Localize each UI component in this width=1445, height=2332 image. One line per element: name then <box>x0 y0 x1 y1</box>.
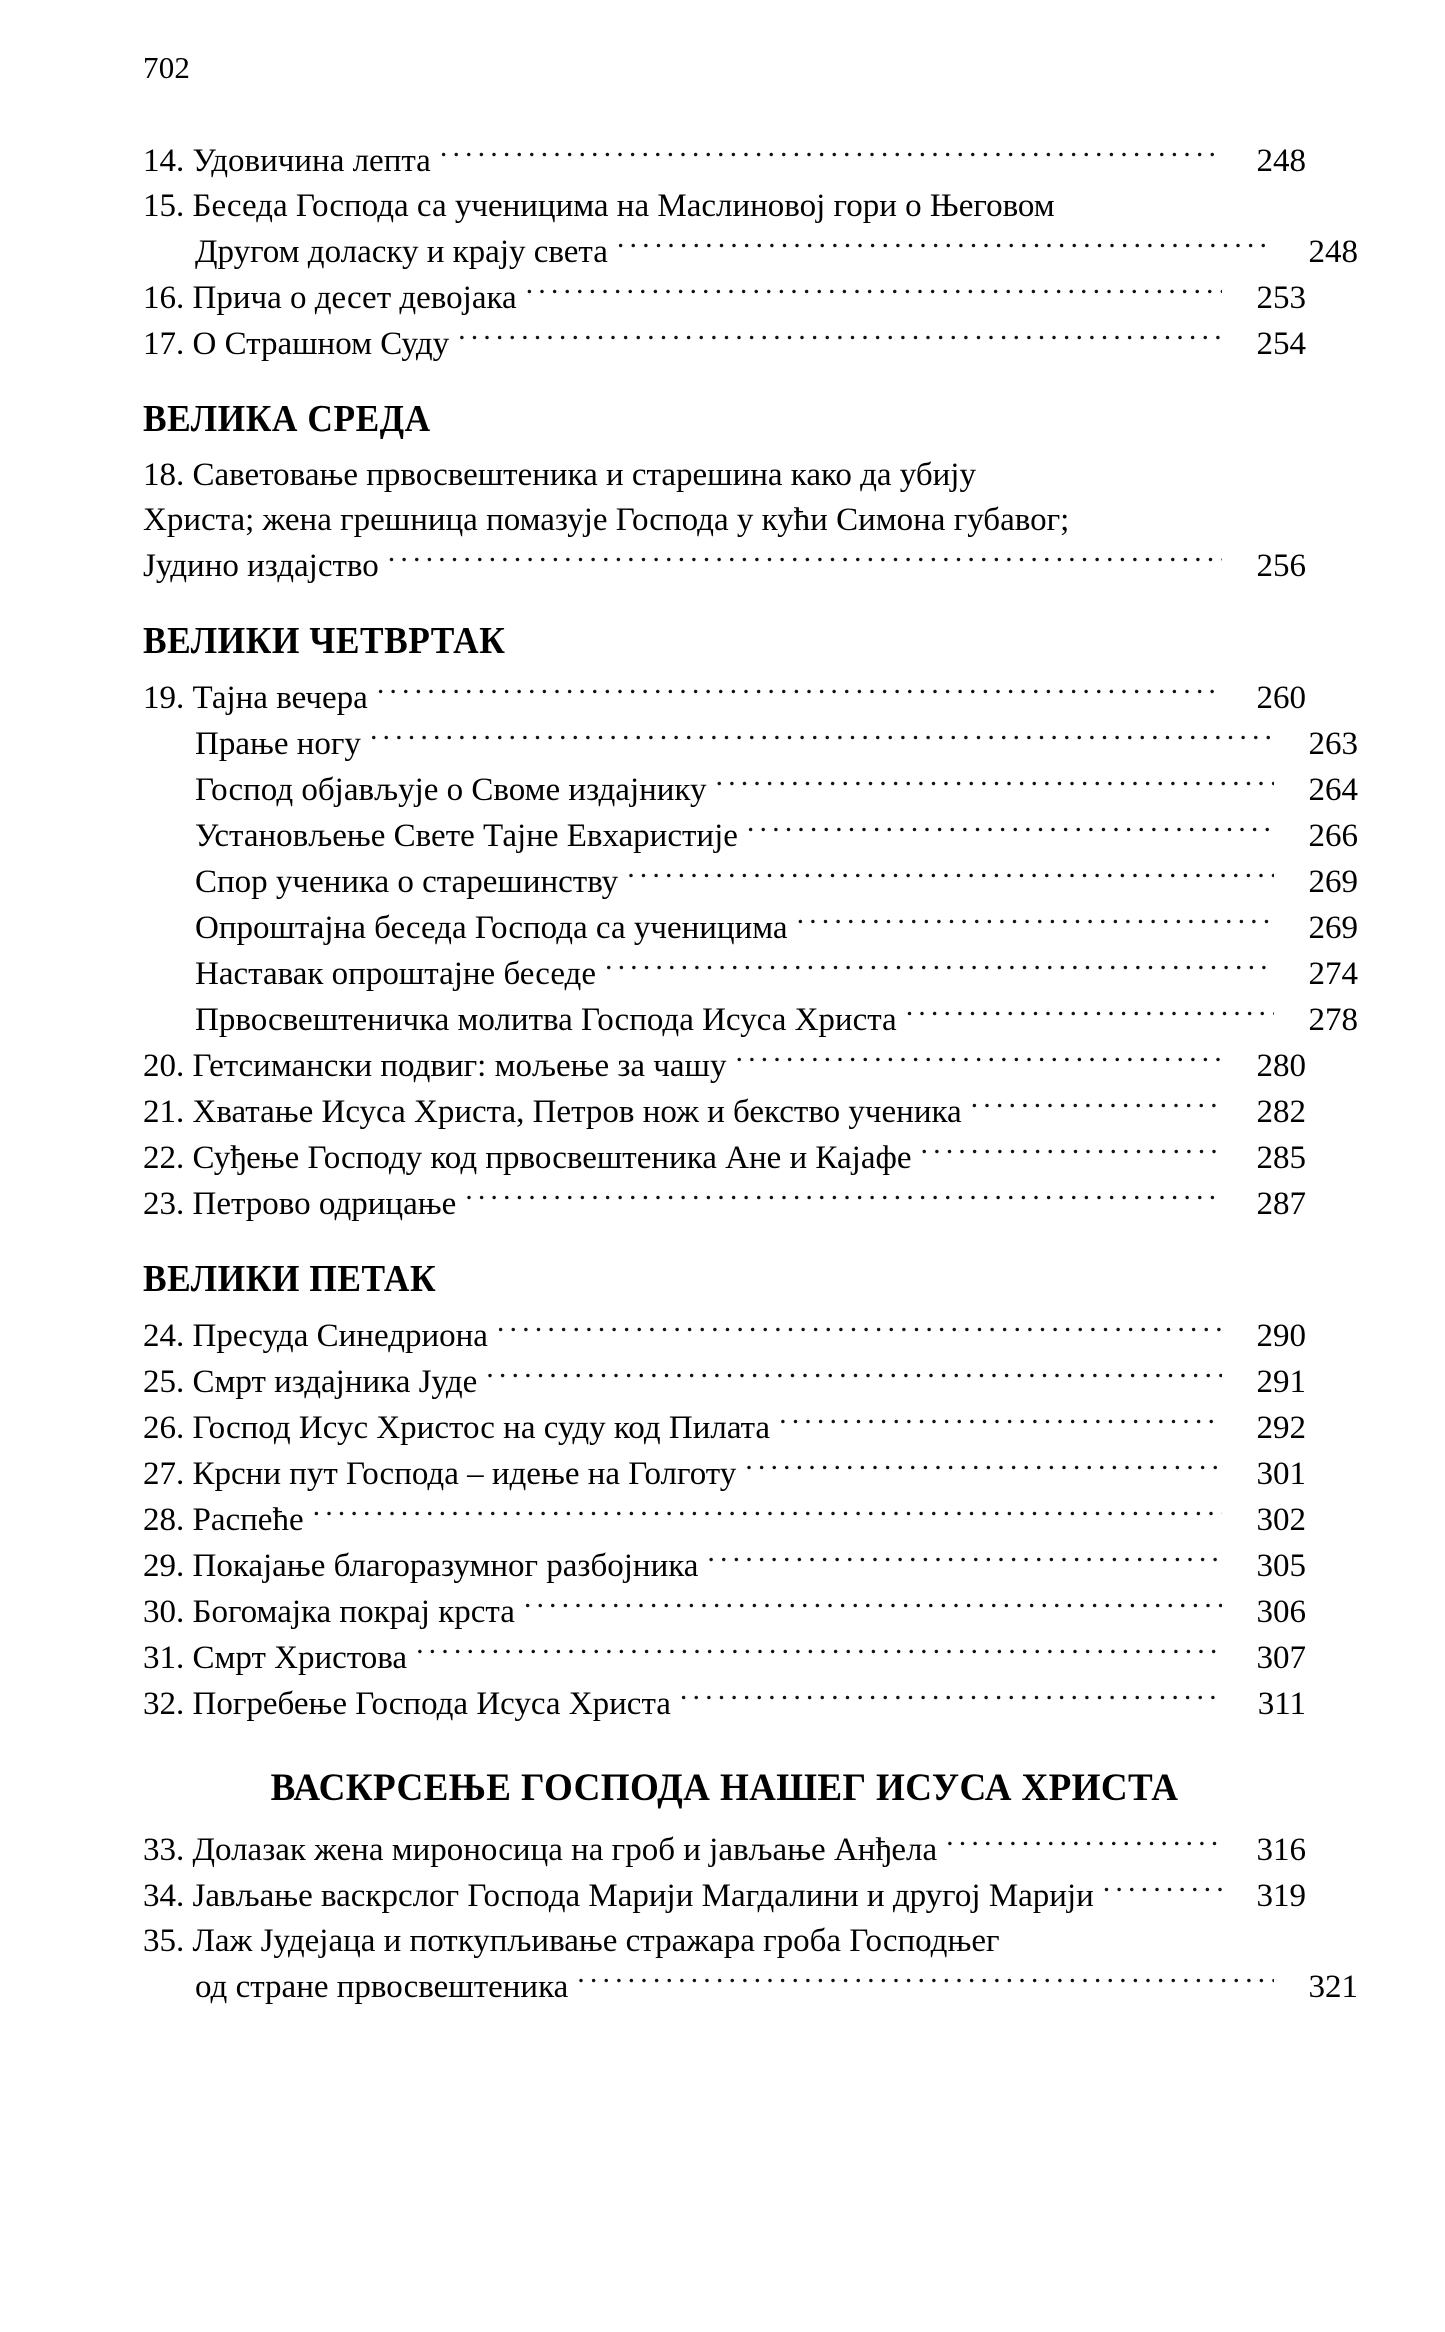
toc-entry-wrapped-line: 35. Лаж Јудејаца и поткупљивање стражара гроба Господњег <box>143 1923 1000 1959</box>
toc-page-number: 292 <box>1256 1410 1306 1446</box>
dot-leader <box>617 229 1274 262</box>
toc-subentry-pranje-nogu[interactable] <box>143 721 1358 767</box>
toc-subentry-nastavak-besede[interactable] <box>143 951 1358 997</box>
toc-entry-32[interactable] <box>143 1681 1306 1727</box>
toc-entry-21[interactable] <box>143 1089 1306 1135</box>
toc-page-number: 287 <box>1256 1186 1306 1222</box>
toc-page-number: 269 <box>1308 910 1358 946</box>
toc-page-number: 307 <box>1256 1640 1306 1676</box>
toc-entry-14[interactable] <box>143 138 1306 184</box>
toc-row[interactable] <box>143 1827 1306 1873</box>
dot-leader <box>627 859 1274 892</box>
toc-entry-34[interactable] <box>143 1873 1306 1919</box>
toc-page-number: 263 <box>1308 726 1358 762</box>
table-of-contents <box>143 138 1358 2010</box>
dot-leader <box>779 1405 1222 1438</box>
toc-row[interactable] <box>143 1043 1306 1089</box>
toc-entry-label: 31. Смрт Христова <box>143 1640 408 1676</box>
dot-leader <box>577 1964 1274 1997</box>
toc-entry-27[interactable] <box>143 1451 1306 1497</box>
dot-leader <box>735 1043 1222 1076</box>
toc-entry-label: 27. Крсни пут Господа – идење на Голготу <box>143 1456 737 1492</box>
toc-entry-wrapped-line: 15. Беседа Господа са ученицима на Маслиновој гори о Његовом <box>143 188 1055 224</box>
toc-row[interactable] <box>143 543 1306 589</box>
toc-entry-label: 29. Покајање благоразумног разбојника <box>143 1548 699 1584</box>
toc-row[interactable] <box>143 1589 1306 1635</box>
toc-page-number: 311 <box>1257 1686 1306 1722</box>
toc-page-number: 306 <box>1256 1594 1306 1630</box>
toc-page-number: 278 <box>1308 1002 1358 1038</box>
toc-entry-28[interactable] <box>143 1497 1306 1543</box>
toc-entry-label: 28. Распеће <box>143 1502 304 1538</box>
toc-entry-label: 14. Удовичина лепта <box>143 143 431 179</box>
toc-entry-24[interactable] <box>143 1313 1306 1359</box>
spacer <box>143 1301 1306 1313</box>
toc-row[interactable] <box>143 813 1358 859</box>
toc-row[interactable] <box>143 905 1358 951</box>
toc-row[interactable] <box>143 997 1358 1043</box>
toc-entry-17[interactable] <box>143 321 1306 367</box>
toc-entry-33[interactable] <box>143 1827 1306 1873</box>
dot-leader <box>524 1589 1222 1622</box>
dot-leader <box>458 321 1222 354</box>
spacer <box>143 441 1306 453</box>
toc-row[interactable] <box>143 275 1306 321</box>
toc-entry-label: Господ објављује о Своме издајнику <box>195 772 707 808</box>
toc-entry-label: 30. Богомајка покрај крста <box>143 1594 515 1630</box>
spacer <box>143 1727 1306 1765</box>
toc-page-number: 264 <box>1308 772 1358 808</box>
toc-page-number: 256 <box>1256 548 1306 584</box>
toc-subentry-ustanovljenje-evharistije[interactable] <box>143 813 1358 859</box>
dot-leader <box>416 1635 1222 1668</box>
toc-entry-label: 26. Господ Исус Христос на суду код Пилата <box>143 1410 771 1446</box>
dot-leader <box>747 813 1274 846</box>
spacer <box>143 589 1306 619</box>
toc-entry-label: Установљење Свете Тајне Евхаристије <box>195 818 738 854</box>
dot-leader <box>971 1089 1222 1122</box>
spacer <box>143 1811 1306 1827</box>
toc-page-number: 305 <box>1256 1548 1306 1584</box>
toc-row[interactable] <box>143 1543 1306 1589</box>
toc-entry-label: Другом доласку и крају света <box>195 234 608 270</box>
toc-entry-label: 22. Суђење Господу код првосвештеника Ане и Кајафе <box>143 1140 912 1176</box>
toc-page-number: 301 <box>1256 1456 1306 1492</box>
toc-entry-30[interactable] <box>143 1589 1306 1635</box>
dot-leader <box>707 1543 1222 1576</box>
toc-subentry-oprostajna-beseda[interactable] <box>143 905 1358 951</box>
dot-leader <box>716 767 1275 800</box>
toc-entry-label: Прање ногу <box>195 726 361 762</box>
toc-row[interactable] <box>143 1181 1306 1227</box>
toc-entry-26[interactable] <box>143 1405 1306 1451</box>
toc-entry-label: Јудино издајство <box>143 548 379 584</box>
toc-entry-16[interactable] <box>143 275 1306 321</box>
toc-page-number: 253 <box>1256 280 1306 316</box>
toc-entry-35[interactable] <box>143 1919 1358 2010</box>
toc-row[interactable] <box>143 675 1306 721</box>
dot-leader <box>921 1135 1223 1168</box>
toc-entry-wrapped-line: 18. Саветовање првосвештеника и старешина како да убију <box>143 457 976 493</box>
toc-row[interactable] <box>143 229 1358 275</box>
toc-row[interactable] <box>143 767 1358 813</box>
toc-row[interactable] <box>143 138 1306 184</box>
toc-row[interactable] <box>143 859 1358 905</box>
toc-row[interactable] <box>143 1497 1306 1543</box>
toc-entry-label: 16. Прича о десет девојака <box>143 280 517 316</box>
toc-subentry-gospod-objavljuje[interactable] <box>143 767 1358 813</box>
dot-leader <box>440 138 1222 171</box>
toc-page-number: 319 <box>1256 1878 1306 1914</box>
toc-row[interactable] <box>143 1313 1306 1359</box>
section-heading-veliki-petak: ВЕЛИКИ ПЕТАК <box>143 1258 437 1300</box>
dot-leader <box>526 275 1222 308</box>
toc-subentry-prvosvestenicka-molitva[interactable] <box>143 997 1358 1043</box>
toc-row[interactable] <box>143 1089 1306 1135</box>
toc-page-number: 316 <box>1256 1832 1306 1868</box>
toc-entry-31[interactable] <box>143 1635 1306 1681</box>
toc-entry-label: 20. Гетсимански подвиг: мољење за чашу <box>143 1048 727 1084</box>
toc-entry-label: 33. Долазак жена мироносица на гроб и јављање Анђела <box>143 1832 938 1868</box>
toc-page-number: 291 <box>1256 1364 1306 1400</box>
toc-page-number: 269 <box>1308 864 1358 900</box>
toc-entry-label: 24. Пресуда Синедриона <box>143 1318 488 1354</box>
toc-page-number: 285 <box>1256 1140 1306 1176</box>
toc-page-number: 248 <box>1256 143 1306 179</box>
toc-entry-label: 32. Погребење Господа Исуса Христа <box>143 1686 671 1722</box>
toc-page-number: 302 <box>1256 1502 1306 1538</box>
toc-row[interactable] <box>143 1964 1358 2010</box>
toc-entry-25[interactable] <box>143 1359 1306 1405</box>
toc-entry-label: Опроштајна беседа Господа са ученицима <box>195 910 788 946</box>
dot-leader <box>497 1313 1222 1346</box>
dot-leader <box>745 1451 1222 1484</box>
toc-entry-22[interactable] <box>143 1135 1306 1181</box>
toc-subentry-spor-ucenika[interactable] <box>143 859 1358 905</box>
section-heading-veliki-cetvrtak: ВЕЛИКИ ЧЕТВРТАК <box>143 620 506 662</box>
toc-page-number: 260 <box>1256 680 1306 716</box>
spacer <box>143 367 1306 397</box>
dot-leader <box>313 1497 1222 1530</box>
dot-leader <box>797 905 1274 938</box>
toc-row[interactable] <box>143 321 1306 367</box>
dot-leader <box>377 675 1222 708</box>
toc-entry-20[interactable] <box>143 1043 1306 1089</box>
toc-entry-label: Првосвештеничка молитва Господа Исуса Христа <box>195 1002 897 1038</box>
spacer <box>143 1227 1306 1257</box>
page-number: 702 <box>143 50 191 85</box>
toc-page-number: 290 <box>1256 1318 1306 1354</box>
dot-leader <box>388 543 1222 576</box>
toc-page-number: 248 <box>1308 234 1358 270</box>
toc-row[interactable] <box>143 1681 1306 1727</box>
dot-leader <box>946 1827 1222 1860</box>
toc-page-number: 266 <box>1308 818 1358 854</box>
toc-page-number: 282 <box>1256 1094 1306 1130</box>
section-heading-velika-sreda: ВЕЛИКА СРЕДА <box>143 398 431 440</box>
toc-row[interactable] <box>143 1635 1306 1681</box>
dot-leader <box>486 1359 1222 1392</box>
toc-row[interactable] <box>143 1359 1306 1405</box>
dot-leader <box>605 951 1274 984</box>
toc-row[interactable] <box>143 1873 1306 1919</box>
dot-leader <box>370 721 1274 754</box>
dot-leader <box>680 1681 1222 1714</box>
toc-entry-19[interactable] <box>143 675 1306 721</box>
toc-entry-label: 17. О Страшном Суду <box>143 326 450 362</box>
toc-entry-15[interactable] <box>143 184 1358 275</box>
toc-entry-23[interactable] <box>143 1181 1306 1227</box>
toc-entry-label: 23. Петрово одрицање <box>143 1186 457 1222</box>
toc-row[interactable] <box>143 1451 1306 1497</box>
toc-entry-label: 19. Тајна вечера <box>143 680 368 716</box>
toc-entry-label: 34. Јављање васкрслог Господа Марији Магдалини и другој Марији <box>143 1878 1094 1914</box>
toc-page-number: 254 <box>1256 326 1306 362</box>
toc-row[interactable] <box>143 1135 1306 1181</box>
toc-entry-label: 25. Смрт издајника Јуде <box>143 1364 478 1400</box>
toc-row[interactable] <box>143 1405 1306 1451</box>
toc-entry-label: Спор ученика о старешинству <box>195 864 619 900</box>
dot-leader <box>465 1181 1222 1214</box>
toc-page-number: 280 <box>1256 1048 1306 1084</box>
toc-entry-18[interactable] <box>143 453 1306 589</box>
spacer <box>143 663 1306 675</box>
toc-row[interactable] <box>143 721 1358 767</box>
toc-page-number: 321 <box>1308 1969 1358 2005</box>
toc-row[interactable] <box>143 951 1358 997</box>
toc-entry-label: Наставак опроштајне беседе <box>195 956 596 992</box>
dot-leader <box>1103 1873 1222 1906</box>
toc-entry-label: од стране првосвештеника <box>195 1969 569 2005</box>
toc-page-number: 274 <box>1308 956 1358 992</box>
dot-leader <box>906 997 1274 1030</box>
toc-entry-29[interactable] <box>143 1543 1306 1589</box>
toc-entry-wrapped-line: Христа; жена грешница помазује Господа у кући Симона губавог; <box>143 502 1070 538</box>
toc-entry-label: 21. Хватање Исуса Христа, Петров нож и бекство ученика <box>143 1094 962 1130</box>
section-heading-vaskrsenje: ВАСКРСЕЊЕ ГОСПОДА НАШЕГ ИСУСА ХРИСТА <box>270 1766 1179 1809</box>
